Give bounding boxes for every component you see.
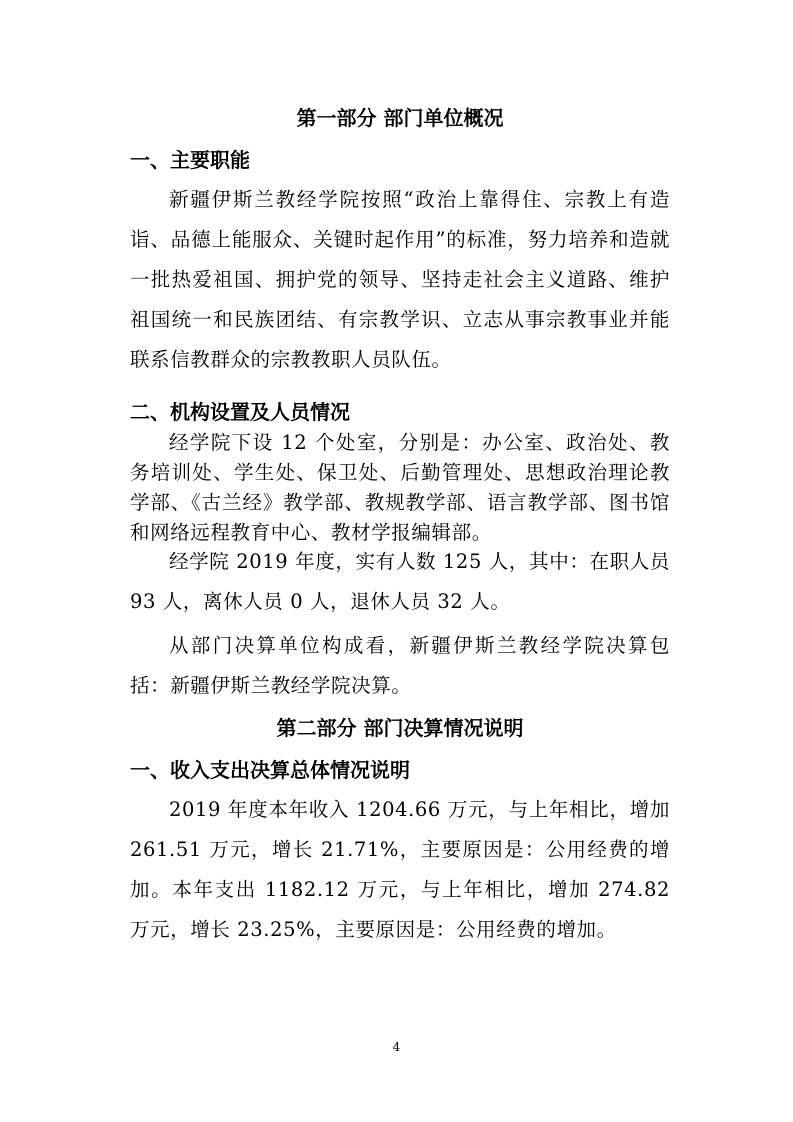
organization-block (130, 428, 670, 548)
page-number: 4 (392, 1040, 401, 1054)
part2-title: 第二部分 部门决算情况说明 (276, 716, 524, 740)
staff-block (130, 542, 670, 622)
part1-title: 第一部分 部门单位概况 (296, 106, 504, 130)
income-expenditure-block (130, 790, 670, 950)
section-heading-income-expenditure: 一、收入支出决算总体情况说明 (130, 758, 410, 782)
income-expenditure-paragraph: 2019 年度本年收入 1204.66 万元，与上年相比，增加 261.51 万元，增长 21.71%，主要原因是：公用经费的增加。本年支出 1182.12 万元，与上年相比，增加 274.82 万元，增长 23.25%，主要原因是：公用经费的增加。 (130, 798, 670, 941)
budget-unit-block (130, 626, 670, 706)
budget-unit-paragraph: 从部门决算单位构成看，新疆伊斯兰教经学院决算包括：新疆伊斯兰教经学院决算。 (130, 634, 670, 697)
section-heading-organization: 二、机构设置及人员情况 (130, 400, 350, 424)
main-functions-block (130, 180, 670, 380)
main-functions-paragraph: 新疆伊斯兰教经学院按照“政治上靠得住、宗教上有造诣、品德上能服众、关键时起作用”的标准，努力培养和造就一批热爱祖国、拥护党的领导、坚持走社会主义道路、维护祖国统一和民族团结、有宗教学识、立志从事宗教事业并能联系信教群众的宗教教职人员队伍。 (130, 188, 670, 371)
section-heading-main-functions: 一、主要职能 (130, 148, 250, 172)
organization-paragraph: 经学院下设 12 个处室，分别是：办公室、政治处、教务培训处、学生处、保卫处、后勤管理处、思想政治理论教学部、《古兰经》教学部、教规教学部、语言教学部、图书馆和网络远程教育中心、教材学报编辑部。 (130, 431, 670, 544)
staff-paragraph: 经学院 2019 年度，实有人数 125 人，其中：在职人员 93 人，离休人员 0 人，退休人员 32 人。 (130, 550, 670, 613)
